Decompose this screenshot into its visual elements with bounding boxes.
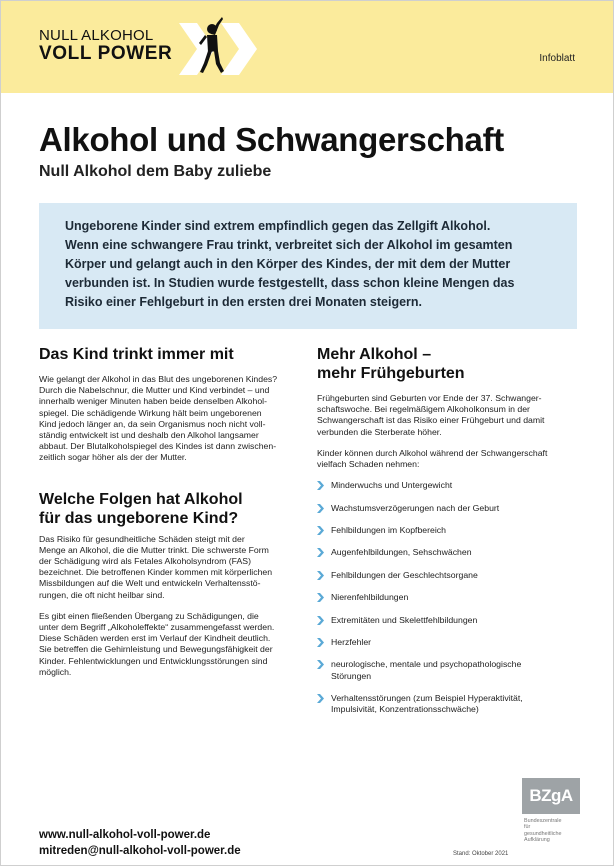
damage-list-item <box>317 659 579 681</box>
chevron-right-icon <box>317 593 324 602</box>
list-item-text: Minderwuchs und Untergewicht <box>331 480 453 491</box>
damage-list-item <box>317 693 579 715</box>
chevron-right-icon <box>317 694 324 703</box>
chevron-right-icon <box>317 504 324 513</box>
intro-box <box>39 203 577 329</box>
intro-line: Wenn eine schwangere Frau trinkt, verbreitet sich der Alkohol im gesamten <box>65 238 513 252</box>
damage-list-item <box>317 570 579 581</box>
page-subtitle: Null Alkohol dem Baby zuliebe <box>39 163 272 180</box>
list-item-text: Nierenfehlbildungen <box>331 592 409 603</box>
list-item-text: Impulsivität, Konzentrationsschwäche) <box>331 704 479 715</box>
text-line: Missbildungen auf die Welt und entwickeln Verhaltensstö- <box>39 578 261 589</box>
header-band <box>1 1 613 93</box>
bzga-name-line: gesundheitliche <box>524 830 562 837</box>
heading-line: Welche Folgen hat Alkohol <box>39 490 243 508</box>
text-line: rungen, die oft nicht heilbar sind. <box>39 589 165 600</box>
footer <box>1 819 613 865</box>
text-line: Frühgeburten sind Geburten vor Ende der 37. Schwanger- <box>317 393 542 403</box>
text-line: ständig entwickelt ist und deshalb den Alkohol langsamer <box>39 430 259 441</box>
chevron-right-icon <box>317 571 324 580</box>
text-line: Menge an Alkohol, die die Mutter trinkt. Die schwerste Form <box>39 544 269 555</box>
list-item-text: neurologische, mentale und psychopathologische <box>331 659 522 670</box>
text-line: Kinder können durch Alkohol während der Schwangerschaft <box>317 447 548 458</box>
intro-line: Ungeborene Kinder sind extrem empfindlich gegen das Zellgift Alkohol. <box>65 219 491 233</box>
list-item-text: Fehlbildungen im Kopfbereich <box>331 525 446 535</box>
text-line: verbunden die Sterberate höher. <box>317 426 442 437</box>
chevron-right-icon <box>317 616 324 625</box>
heading-line: mehr Frühgeburten <box>317 365 465 382</box>
logo-text-voll-power: VOLL POWER <box>39 43 173 64</box>
list-item-text: Herzfehler <box>331 636 372 647</box>
section-heading-fruehgeburten <box>317 345 579 383</box>
section-heading-kind-trinkt-mit: Das Kind trinkt immer mit <box>39 346 234 363</box>
text-line: spiegel. Die schädigende Wirkung hält beim ungeborenen <box>39 407 262 418</box>
text-line: möglich. <box>39 666 72 677</box>
damage-list-item <box>317 547 579 558</box>
text-line: abbaut. Der Blutalkoholspiegel des Kindes ist dann zwischen- <box>39 441 277 452</box>
chevron-right-icon <box>317 481 324 490</box>
section-body-kind-trinkt-mit <box>39 374 303 464</box>
text-line: bezeichnet. Die betroffenen Kinder kommen mit körperlichen <box>39 567 273 578</box>
logo-text-null-alkohol: NULL ALKOHOL <box>39 27 154 44</box>
text-line: Kinder. Fehlentwicklungen und Entwicklungsstörungen sind <box>39 655 268 666</box>
section-body-fruehgeburten-para2 <box>317 448 579 470</box>
section-body-fruehgeburten-para1 <box>317 393 579 438</box>
list-item-text: Extremitäten und Skelettfehlbildungen <box>331 614 478 625</box>
text-line: innerhalb weniger Minuten haben beide denselben Alkohol- <box>39 396 267 407</box>
damage-list-item <box>317 592 579 603</box>
text-line: Sie betreffen die Gehirnleistung und Bewegungsfähigkeit der <box>39 644 273 655</box>
footer-website-link[interactable]: www.null-alkohol-voll-power.de <box>39 829 211 841</box>
chevron-right-icon <box>317 526 324 535</box>
bzga-name-line: für <box>524 824 531 831</box>
footer-email-link[interactable]: mitreden@null-alkohol-voll-power.de <box>39 845 241 857</box>
damage-list-item <box>317 503 579 514</box>
intro-line: Körper und gelangt auch in den Körper des Kindes, der mit dem der Mutter <box>65 257 511 271</box>
text-line: unter dem Begriff „Alkoholeffekte“ zusammengefasst werden. <box>39 622 275 633</box>
list-item-text: Verhaltensstörungen (zum Beispiel Hyperaktivität, <box>331 692 523 703</box>
text-line: Schwangerschaft ist das Risiko einer Frühgeburt und damit <box>317 415 545 426</box>
bzga-name-line: Bundeszentrale <box>524 818 562 824</box>
text-line: Das Risiko für gesundheitliche Schäden steigt mit der <box>39 533 245 544</box>
chevron-right-icon <box>317 548 324 557</box>
page-title: Alkohol und Schwangerschaft <box>39 121 504 158</box>
intro-text <box>65 217 553 312</box>
text-line: Es gibt einen fließenden Übergang zu Schädigungen, die <box>39 610 259 621</box>
damage-list <box>317 480 579 715</box>
text-line: Durch die Nabelschnur, die Mutter und Kind verbindet – und <box>39 385 270 396</box>
heading-line: Mehr Alkohol – <box>317 346 432 363</box>
section-body-folgen-para1 <box>39 534 303 601</box>
section-body-folgen-para2 <box>39 611 303 678</box>
left-column <box>39 345 303 678</box>
text-line: der Schädigung wird als Fetales Alkoholsyndrom (FAS) <box>39 556 251 567</box>
intro-line: Risiko einer Fehlgeburt in den ersten drei Monaten steigern. <box>65 295 423 309</box>
text-line: Kind jedoch länger an, da sein Organismus noch nicht voll- <box>39 418 266 429</box>
text-line: zeitlich sogar höher als der der Mutter. <box>39 452 187 463</box>
stand-date: Stand: Oktober 2021 <box>453 851 509 857</box>
text-line: vielfach Schaden nehmen: <box>317 459 420 470</box>
text-line: Wie gelangt der Alkohol in das Blut des ungeborenen Kindes? <box>39 374 278 384</box>
chevron-right-icon <box>317 638 324 647</box>
list-item-text: Fehlbildungen der Geschlechtsorgane <box>331 569 478 580</box>
right-column <box>317 345 579 727</box>
chevron-right-icon <box>317 660 324 669</box>
intro-line: verbunden ist. In Studien wurde festgestellt, dass schon kleine Mengen das <box>65 276 515 290</box>
doc-type-label: Infoblatt <box>539 53 575 64</box>
damage-list-item <box>317 525 579 536</box>
jumping-person-icon <box>197 15 227 77</box>
bzga-name-line: Aufklärung <box>524 837 550 844</box>
heading-line: für das ungeborene Kind? <box>39 509 239 527</box>
bzga-mark: BZgA <box>522 778 580 814</box>
list-item-text: Augenfehlbildungen, Sehschwächen <box>331 547 472 558</box>
list-item-text: Wachstumsverzögerungen nach der Geburt <box>331 502 500 513</box>
damage-list-item <box>317 480 579 491</box>
damage-list-item <box>317 637 579 648</box>
text-line: Diese Schäden werden erst im Verlauf der Kindheit deutlich. <box>39 633 271 644</box>
damage-list-item <box>317 615 579 626</box>
list-item-text: Störungen <box>331 670 372 681</box>
text-line: schaftswoche. Bei regelmäßigem Alkoholkonsum in der <box>317 404 530 415</box>
section-heading-folgen <box>39 490 303 528</box>
